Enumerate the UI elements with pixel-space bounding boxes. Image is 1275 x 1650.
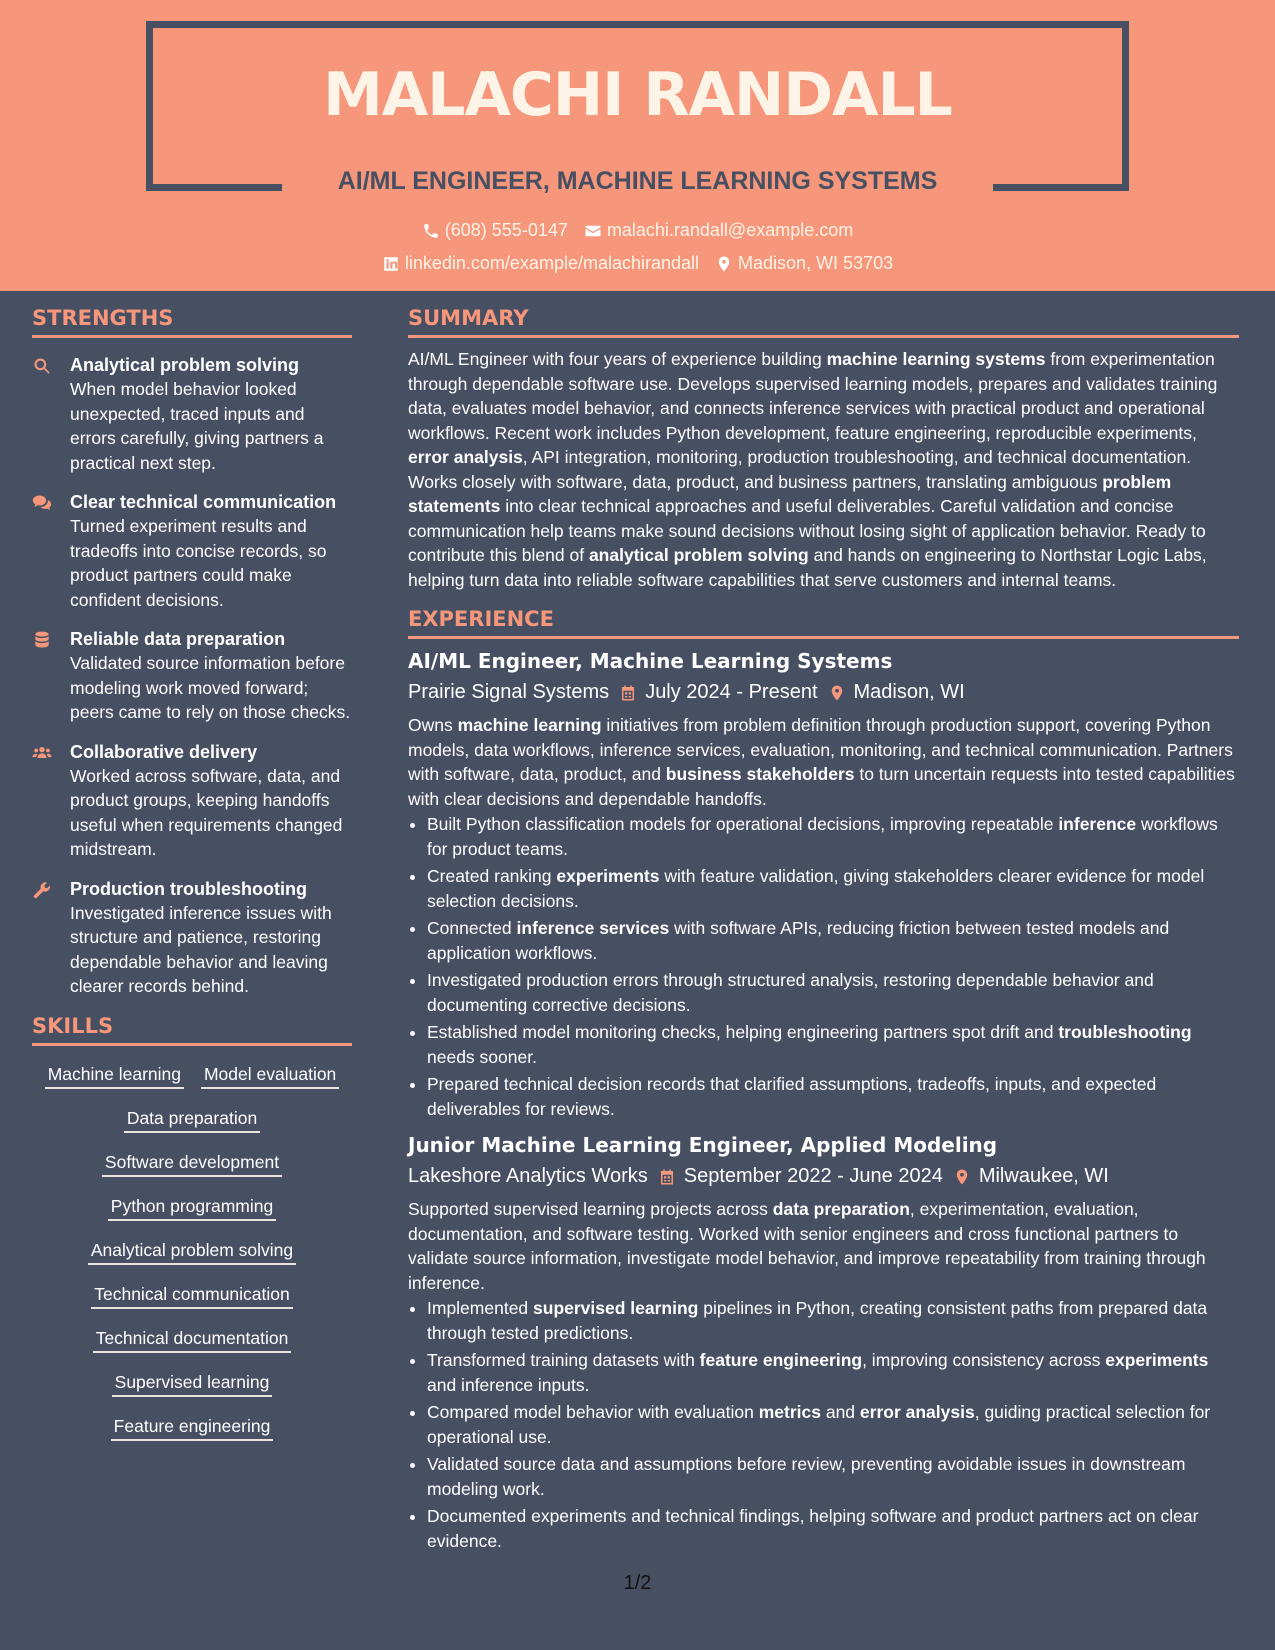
job-title: Junior Machine Learning Engineer, Applied Modeling bbox=[408, 1133, 998, 1157]
strength-item bbox=[32, 353, 352, 475]
skills-heading: SKILLS bbox=[32, 1014, 352, 1046]
job-bullets bbox=[408, 812, 1239, 1121]
job-dates: July 2024 - Present bbox=[645, 681, 818, 703]
job-entry bbox=[408, 649, 1239, 1121]
candidate-name: MALACHI RANDALL bbox=[323, 60, 952, 130]
strength-desc: Validated source information before modeling work moved forward; peers came to rely on those checks. bbox=[70, 653, 351, 722]
bold-phrase: inference services bbox=[516, 918, 670, 938]
bold-phrase: troubleshooting bbox=[1058, 1022, 1192, 1042]
bold-phrase: analytical problem solving bbox=[588, 545, 809, 565]
text-run: Documented experiments and technical findings, helping software and product partners act on clear evidence. bbox=[427, 1506, 1199, 1551]
bold-phrase: metrics bbox=[758, 1402, 821, 1422]
strength-desc: When model behavior looked unexpected, traced inputs and errors carefully, giving partners a practical next step. bbox=[70, 379, 324, 473]
experience-heading: EXPERIENCE bbox=[408, 607, 1239, 639]
database-icon bbox=[32, 630, 52, 650]
bold-phrase: experiments bbox=[556, 866, 660, 886]
strength-item bbox=[32, 877, 352, 999]
skill-tag: Model evaluation bbox=[201, 1062, 339, 1089]
job-bullet bbox=[427, 1296, 1239, 1345]
phone-text: (608) 555-0147 bbox=[444, 220, 568, 240]
text-run: and bbox=[820, 1402, 860, 1422]
contact-phone bbox=[422, 220, 568, 241]
text-run: and inference inputs. bbox=[427, 1374, 590, 1395]
job-summary bbox=[408, 1197, 1239, 1295]
summary-text bbox=[408, 347, 1239, 592]
left-column bbox=[32, 306, 352, 1441]
text-run: , improving consistency across bbox=[862, 1350, 1106, 1370]
bold-phrase: error analysis bbox=[859, 1402, 975, 1422]
text-run: Implemented bbox=[427, 1298, 534, 1318]
job-bullet bbox=[427, 1452, 1239, 1501]
bold-phrase: machine learning systems bbox=[826, 349, 1046, 369]
skill-tag: Software development bbox=[102, 1150, 282, 1177]
job-summary bbox=[408, 713, 1239, 811]
strength-desc: Turned experiment results and tradeoffs into concise records, so product partners could make confident decisions. bbox=[70, 516, 327, 610]
bold-phrase: problem statements bbox=[408, 471, 1172, 516]
bold-phrase: inference bbox=[1058, 814, 1137, 834]
bold-phrase: data preparation bbox=[772, 1199, 910, 1219]
skill-tag: Technical documentation bbox=[93, 1326, 292, 1353]
job-bullet bbox=[427, 968, 1239, 1017]
text-run: to turn uncertain requests into tested capabilities with clear decisions and dependable handoffs. bbox=[408, 764, 1235, 809]
text-run: Compared model behavior with evaluation bbox=[427, 1402, 759, 1422]
contact-email[interactable] bbox=[584, 220, 853, 241]
text-run: Built Python classification models for operational decisions, improving repeatable bbox=[427, 814, 1059, 834]
text-run: Transformed training datasets with bbox=[427, 1350, 700, 1370]
job-bullet bbox=[427, 1020, 1239, 1069]
bold-phrase: error analysis bbox=[408, 447, 523, 467]
contact-linkedin[interactable] bbox=[382, 253, 699, 274]
header bbox=[0, 0, 1275, 291]
map-pin-icon bbox=[715, 255, 733, 273]
strength-desc: Worked across software, data, and product groups, keeping handoffs useful when requirements changed midstream. bbox=[70, 765, 343, 859]
text-run: from experimentation through dependable software use. Develops supervised learning models, prepares and validates training data, evaluates model behavior, and connects inference services with practical product and operational workflows. Recent work includes Python development, feature engineering, reproducible experiments, bbox=[408, 349, 1218, 443]
text-run: Prepared technical decision records that clarified assumptions, tradeoffs, inputs, and expected deliverables for reviews. bbox=[427, 1074, 1157, 1119]
job-bullet bbox=[427, 812, 1239, 861]
strength-item bbox=[32, 627, 352, 725]
contact-row-1 bbox=[0, 220, 1275, 241]
users-icon bbox=[32, 743, 52, 763]
text-run: with software APIs, reducing friction between tested models and application workflows. bbox=[427, 918, 1170, 963]
text-run: , experimentation, evaluation, documentation, and software testing. Worked with senior engineers and cross functional partners to validate source information, investigate model behavior, and improve repeatability from training through inference. bbox=[408, 1199, 1206, 1293]
strength-title: Analytical problem solving bbox=[70, 355, 300, 375]
skill-tag: Data preparation bbox=[124, 1106, 260, 1133]
candidate-title: AI/ML ENGINEER, MACHINE LEARNING SYSTEMS bbox=[337, 167, 938, 195]
text-run: AI/ML Engineer with four years of experience building bbox=[408, 349, 827, 369]
text-run: Supported supervised learning projects across bbox=[408, 1199, 773, 1219]
strength-title: Collaborative delivery bbox=[70, 741, 258, 762]
bold-phrase: experiments bbox=[1105, 1350, 1209, 1370]
text-run: , guiding practical selection for operational use. bbox=[427, 1402, 1211, 1447]
skill-tag: Analytical problem solving bbox=[88, 1238, 296, 1265]
text-run: and hands on engineering to Northstar Logic Labs, helping turn data into reliable software capabilities that serve customers and internal teams. bbox=[408, 545, 1207, 590]
text-run: Owns bbox=[408, 715, 458, 735]
comments-icon bbox=[32, 493, 52, 513]
job-bullets bbox=[408, 1296, 1239, 1553]
job-meta bbox=[408, 681, 1239, 704]
text-run: with feature validation, giving stakeholders clearer evidence for model selection decisions. bbox=[427, 866, 1205, 911]
contact-row-2 bbox=[0, 253, 1275, 274]
location-text: Madison, WI 53703 bbox=[738, 253, 894, 273]
linkedin-text[interactable]: linkedin.com/example/malachirandall bbox=[404, 253, 700, 273]
calendar-icon bbox=[658, 1167, 676, 1187]
strength-title: Production troubleshooting bbox=[70, 878, 307, 899]
strength-desc: Investigated inference issues with structure and patience, restoring dependable behavior and leaving clearer records behind. bbox=[70, 902, 332, 996]
job-dates: September 2022 - June 2024 bbox=[683, 1165, 943, 1187]
skills-list bbox=[32, 1062, 352, 1441]
job-bullet bbox=[427, 1348, 1239, 1397]
job-meta bbox=[408, 1165, 1239, 1188]
linkedin-icon bbox=[382, 255, 400, 273]
job-location: Madison, WI bbox=[853, 681, 965, 703]
job-title: AI/ML Engineer, Machine Learning Systems bbox=[408, 649, 893, 673]
contact-location bbox=[715, 253, 893, 274]
envelope-icon bbox=[584, 222, 602, 240]
strength-item bbox=[32, 740, 352, 862]
text-run: Created ranking bbox=[427, 866, 557, 886]
job-bullet bbox=[427, 1400, 1239, 1449]
job-location: Milwaukee, WI bbox=[978, 1165, 1109, 1187]
text-run: Investigated production errors through structured analysis, restoring dependable behavior and documenting corrective decisions. bbox=[427, 970, 1154, 1015]
skill-tag: Machine learning bbox=[45, 1062, 184, 1089]
text-run: workflows for product teams. bbox=[427, 814, 1218, 859]
strength-item bbox=[32, 490, 352, 612]
text-run: Validated source data and assumptions before review, preventing avoidable issues in downstream modeling work. bbox=[427, 1454, 1186, 1499]
strength-title: Clear technical communication bbox=[70, 492, 337, 512]
bold-phrase: feature engineering bbox=[699, 1350, 863, 1370]
text-run: needs sooner. bbox=[427, 1046, 537, 1067]
bold-phrase: business stakeholders bbox=[665, 764, 855, 784]
job-bullet bbox=[427, 1504, 1239, 1553]
text-run: Connected bbox=[427, 918, 517, 938]
job-bullet bbox=[427, 1072, 1239, 1121]
skill-tag: Feature engineering bbox=[111, 1414, 274, 1441]
job-company: Prairie Signal Systems bbox=[408, 681, 610, 703]
text-run: , API integration, monitoring, production troubleshooting, and technical documentation. Works closely with software, data, product, and business partners, translating ambiguous bbox=[408, 447, 1192, 492]
skill-tag: Technical communication bbox=[91, 1282, 293, 1309]
right-column bbox=[408, 306, 1239, 1556]
text-run: initiatives from problem definition through production support, covering Python models, data workflows, inference services, evaluation, monitoring, and technical communication. Partners with software, data, product, and bbox=[408, 715, 1233, 784]
summary-heading: SUMMARY bbox=[408, 306, 1239, 338]
text-run: into clear technical approaches and useful deliverables. Careful validation and concise communication help teams make sound decisions without losing sight of application behavior. Ready to contribute this blend of bbox=[408, 496, 1206, 565]
job-company: Lakeshore Analytics Works bbox=[408, 1165, 648, 1187]
text-run: pipelines in Python, creating consistent paths from prepared data through tested predictions. bbox=[427, 1298, 1208, 1343]
strengths-heading: STRENGTHS bbox=[32, 306, 352, 338]
email-text[interactable]: malachi.randall@example.com bbox=[606, 220, 854, 240]
map-pin-icon bbox=[953, 1167, 971, 1187]
map-pin-icon bbox=[828, 683, 846, 703]
page-number: 1/2 bbox=[623, 1572, 652, 1594]
strength-title: Reliable data preparation bbox=[70, 629, 286, 649]
bold-phrase: supervised learning bbox=[533, 1298, 699, 1318]
strengths-list bbox=[32, 353, 352, 999]
job-entry bbox=[408, 1133, 1239, 1553]
skill-tag: Supervised learning bbox=[112, 1370, 273, 1397]
text-run: Established model monitoring checks, helping engineering partners spot drift and bbox=[427, 1022, 1059, 1042]
job-bullet bbox=[427, 864, 1239, 913]
wrench-icon bbox=[32, 880, 52, 900]
skill-tag: Python programming bbox=[108, 1194, 276, 1221]
search-icon bbox=[32, 356, 52, 376]
phone-icon bbox=[422, 222, 440, 240]
calendar-icon bbox=[619, 683, 637, 703]
job-bullet bbox=[427, 916, 1239, 965]
bold-phrase: machine learning bbox=[457, 715, 602, 735]
